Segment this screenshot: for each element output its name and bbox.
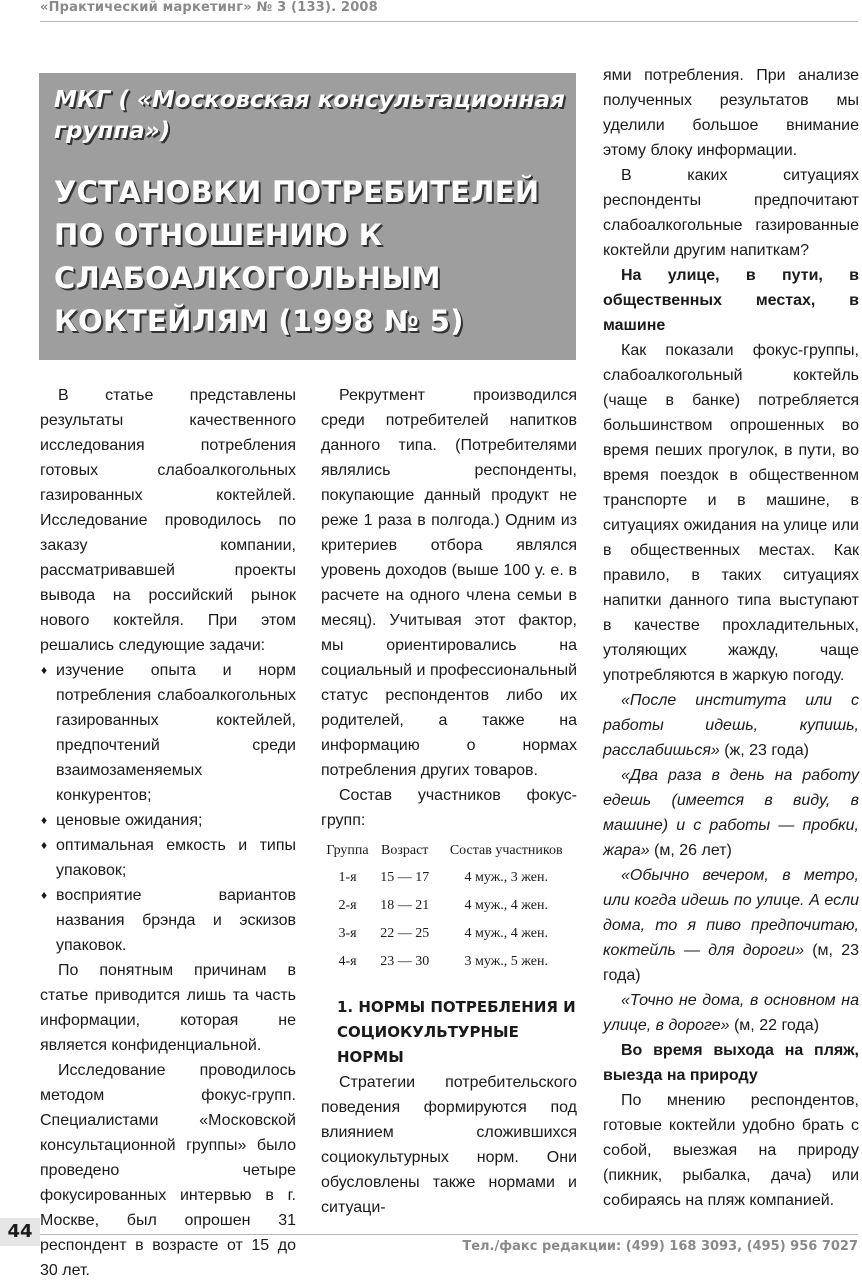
groups-intro: Состав участников фокус-групп: (321, 787, 577, 829)
beach-paragraph: По мнению респондентов, готовые коктейли удобно брать с собой, выезжая на природу (пикник, рыбалка, дача) или собираясь на пляж компанией. (603, 1092, 859, 1209)
column-2 (321, 383, 577, 1220)
respondent-quote: «Два раза в день на работу едешь (имеется в виду, в машине) и с работы — пробки, жара» (м, 26 лет) (603, 767, 859, 859)
subheading-street: На улице, в пути, в общественных местах, в машине (603, 267, 859, 334)
title-block (39, 73, 576, 360)
list-item: ♦ восприятие вариантов названия брэнда и эскизов упаковок. (40, 883, 296, 958)
table-header-cell: Состав участников (449, 842, 563, 858)
table-cell: 3-я (338, 925, 357, 941)
list-item: ♦ изучение опыта и норм потребления слабоалкогольных газированных коктейлей, предпочтений среди взаимозаменяемых конкурентов; (40, 658, 296, 808)
continuation-paragraph: ями потребления. При анализе полученных результатов мы уделили большое внимание этому блоку информации. (603, 67, 859, 159)
table-cell: 4 муж., 4 жен. (464, 925, 548, 941)
company-name: МКГ ( «Московская консультационная группа») (54, 87, 565, 144)
table-cell: 4 муж., 3 жен. (464, 869, 548, 885)
focus-groups-table (321, 837, 577, 975)
street-paragraph: Как показали фокус-группы, слабоалкогольный коктейль (чаще в банке) потребляется большинством опрошенных во время пеших прогулок, в пути, во время поездок в общественном транспорте и в машине, в ситуациях ожидания на улице или в общественных местах. Как правило, в таких ситуациях напитки данного типа выступают в качестве прохладительных, утоляющих жажду, чаще употребляются в жаркую погоду. (603, 342, 859, 684)
section-heading: 1. НОРМЫ ПОТРЕБЛЕНИЯ И СОЦИОКУЛЬТУРНЫЕ НОРМЫ (337, 998, 576, 1066)
table-cell: 18 — 21 (380, 897, 430, 913)
footer-contact: Тел./факс редакции: (499) 168 3093, (495) 956 7027 (462, 1239, 858, 1254)
respondent-quote: «После института или с работы идешь, купишь, расслабишься» (ж, 23 года) (603, 692, 859, 759)
table-cell: 4-я (338, 953, 357, 969)
intro-paragraph: В статье представлены результаты качественного исследования потребления готовых слабоалкогольных газированных коктейлей. Исследование проводилось по заказу компании, рассматривавшей проекты вывода на российский рынок нового коктейля. При этом решались следующие задачи: (40, 387, 296, 654)
table-cell: 3 муж., 5 жен. (464, 953, 548, 969)
table-header-cell: Группа (326, 842, 369, 858)
bullet-icon: ♦ (41, 813, 48, 827)
running-header: «Практический маркетинг» № 3 (133). 2008 (40, 0, 378, 15)
page-number: 44 (0, 1218, 40, 1246)
table-cell: 22 — 25 (380, 925, 430, 941)
subheading-beach: Во время выхода на пляж, выезда на природу (603, 1042, 859, 1084)
column-1 (40, 383, 296, 1283)
recruitment-paragraph: Рекрутмент производился среди потребителей напитков данного типа. (Потребителями являлись респонденты, покупающие данный продукт не реже 1 раза в полгода.) Одним из критериев отбора являлся уровень доходов (выше 100 у. е. в расчете на одного члена семьи в месяц). Учитывая этот фактор, мы ориентировались на социальный и профессиональный статус респондентов либо их родителей, а также на информацию о нормах потребления других товаров. (321, 387, 577, 779)
question-paragraph: В каких ситуациях респонденты предпочитают слабоалкогольные газированные коктейли другим напиткам? (603, 167, 859, 259)
respondent-quote: «Обычно вечером, в метро, или когда идешь по улице. А если дома, то я пиво предпочитаю, коктейль — для дороги» (м, 23 года) (603, 867, 859, 984)
table-cell: 23 — 30 (380, 953, 430, 969)
method-paragraph: Исследование проводилось методом фокус-групп. Специалистами «Московской консультационной группы» было проведено четыре фокусированных интервью в г. Москве, был опрошен 31 респондент в возрасте от 15 до 30 лет. (40, 1062, 296, 1279)
table-cell: 1-я (338, 869, 357, 885)
bullet-icon: ♦ (41, 663, 48, 677)
tasks-list (40, 658, 296, 958)
header-divider (40, 21, 858, 22)
table-cell: 2-я (338, 897, 357, 913)
list-item: ♦ ценовые ожидания; (40, 808, 296, 833)
table-header-cell: Возраст (381, 842, 429, 858)
bullet-icon: ♦ (41, 838, 48, 852)
table-header-row (321, 837, 577, 863)
table-cell: 4 муж., 4 жен. (464, 897, 548, 913)
footer-divider (40, 1234, 858, 1235)
table-row (321, 947, 577, 975)
strategies-paragraph: Стратегии потребительского поведения формируются под влиянием сложившихся социокультурных норм. Они обусловлены также нормами и ситуаци- (321, 1074, 577, 1216)
article-title: УСТАНОВКИ ПОТРЕБИТЕЛЕЙ ПО ОТНОШЕНИЮ К СЛАБОАЛКОГОЛЬНЫМ КОКТЕЙЛЯМ (1998 № 5) (54, 175, 540, 338)
table-row (321, 863, 577, 891)
table-row (321, 891, 577, 919)
confidentiality-paragraph: По понятным причинам в статье приводится лишь та часть информации, которая не является конфиденциальной. (40, 962, 296, 1054)
column-3 (603, 63, 859, 1213)
table-row (321, 919, 577, 947)
bullet-icon: ♦ (41, 888, 48, 902)
respondent-quote: «Точно не дома, в основном на улице, в дороге» (м, 22 года) (603, 992, 859, 1034)
table-cell: 15 — 17 (380, 869, 430, 885)
list-item: ♦ оптимальная емкость и типы упаковок; (40, 833, 296, 883)
